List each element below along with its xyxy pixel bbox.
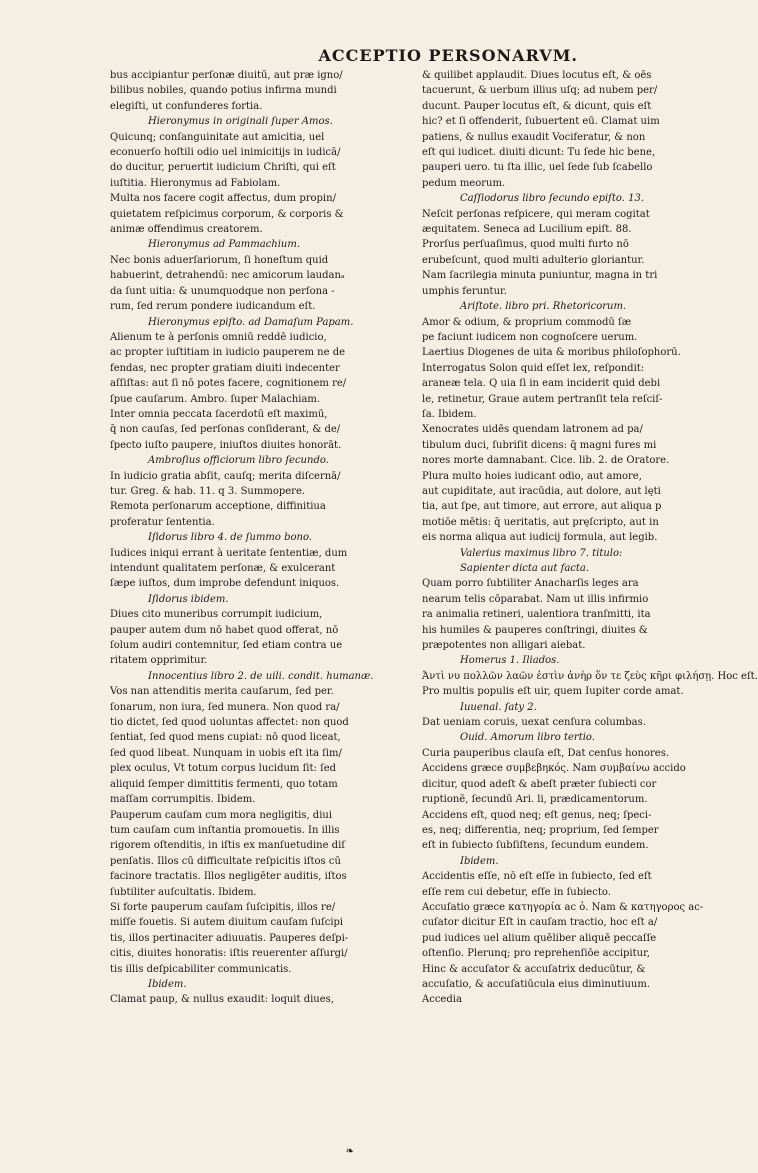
text-line: le, retinetur, Graue autem pertranſit tela reſciſ- — [422, 393, 663, 405]
text-line: his humiles & pauperes conſtringi, diuites & — [422, 624, 648, 636]
source-citation: Ariſtote. libro pri. Rhetoricorum. — [460, 301, 627, 313]
text-line: Multa nos facere cogit affectus, dum propin/ — [110, 193, 336, 205]
text-line: dicitur, quod adeſt & abeſt præter ſubiecti cor — [422, 778, 657, 790]
text-line: Accuſatio græce κατηγορία ac ὁ. Nam & κατηγορος ac- — [422, 901, 704, 913]
text-line: plex oculus, Vt totum corpus lucidum ſit: ſed — [110, 763, 337, 775]
running-title: ACCEPTIO PERSONARVM. — [318, 46, 578, 65]
running-header — [0, 46, 700, 65]
text-line: tis illis deſpicabiliter communicatis. — [110, 963, 292, 975]
text-line: Curia pauperibus clauſa eſt, Dat cenſus honores. — [422, 747, 670, 759]
text-line: Accedia — [422, 994, 462, 1006]
text-line: & quilibet applaudit. Diues locutus eſt, & oēs — [422, 70, 652, 81]
text-line: pauperi uero. tu ſta illic, uel ſede ſub ſcabello — [422, 162, 653, 174]
footer-ornament: ❧ — [345, 1146, 355, 1157]
source-citation: Hieronymus epiſto. ad Damaſum Papam. — [148, 316, 354, 328]
text-line: patiens, & nullus exaudit Vociferatur, & non — [422, 131, 646, 143]
text-line: elegiſti, ut confunderes fortia. — [110, 100, 263, 112]
text-line: Hinc & accuſator & accuſatrix deducūtur, & — [422, 963, 646, 975]
text-line: ſed quod libeat. Nunquam in uobis eſt ita ſim/ — [110, 747, 342, 759]
text-line: animæ offendimus creatorem. — [110, 224, 263, 236]
text-line: Interrogatus Solon quid eſſet lex, reſpondit: — [422, 362, 645, 374]
text-line: da ſunt uitia: & unumquodque non perſona - — [110, 285, 335, 297]
text-line: Alienum te à perſonis omniū reddē iudicio, — [110, 331, 327, 343]
text-line: citis, diuites honoratis: iſtis reuerenter aſſurgi/ — [110, 948, 348, 960]
text-line: nores morte damnabant. Cice. lib. 2. de Oratore. — [422, 455, 670, 467]
text-line: rum, ſed rerum pondere iudicandum eſt. — [110, 301, 316, 313]
text-line: quietatem reſpicimus corporum, & corporis & — [110, 208, 344, 220]
text-line: maſſam corrumpitis. Ibidem. — [110, 794, 256, 806]
text-line: iuſtitia. Hieronymus ad Fabiolam. — [110, 177, 281, 189]
text-line: æquitatem. Seneca ad Lucilium epiſt. 88. — [422, 224, 632, 236]
text-line: Nec bonis aduerſariorum, ſi honeſtum quid — [110, 254, 329, 266]
source-citation: Ouid. Amorum libro tertio. — [460, 732, 595, 744]
text-line: ritatem opprimitur. — [110, 655, 208, 667]
text-line: Quam porro ſubtiliter Anacharſis leges ara — [422, 578, 639, 590]
text-line: bus accipiantur perſonæ diuitū, aut præ igno/ — [110, 70, 343, 81]
text-line: ſa. Ibidem. — [422, 408, 477, 420]
source-citation: Innocentius libro 2. de uili. condit. humanæ. — [148, 670, 374, 682]
text-line: Accidentis eſſe, nō eſt eſſe in ſubiecto, ſed eſt — [422, 871, 652, 883]
text-line: Vos nan attenditis merita cauſarum, ſed per. — [110, 686, 334, 698]
text-line: pud iudices uel alium quēliber aliquē peccaſſe — [422, 932, 657, 944]
text-line: facinore tractatis. Illos negligēter auditis, iſtos — [110, 871, 347, 883]
text-line: fendas, nec propter gratiam diuiti indecenter — [110, 362, 340, 374]
text-line: tia, aut ſpe, aut timore, aut errore, aut aliqua p — [422, 501, 662, 513]
text-line: Inter omnia peccata ſacerdotū eſt maximū, — [110, 408, 328, 420]
text-line: Clamat paup, & nullus exaudit: loquit diues, — [110, 994, 334, 1006]
text-line: motiōe mētis: q̄ ueritatis, aut pręſcripto, aut in — [422, 516, 659, 528]
source-citation: Iſidorus ibidem. — [148, 593, 229, 605]
text-line: proferatur ſententia. — [110, 516, 215, 528]
text-line: miſſe fouetis. Si autem diuitum cauſam ſuſcipi — [110, 917, 344, 929]
text-line: habuerint, detrahendū: nec amicorum laudanₐ — [110, 270, 345, 282]
text-line: Accidens eſt, quod neq; eſt genus, neq; ſpeci- — [422, 809, 652, 821]
text-line: ſubtiliter auſcultatis. Ibidem. — [110, 886, 257, 898]
left-column — [110, 68, 418, 1008]
text-line: ac propter iuſtitiam in iudicio pauperem ne de — [110, 347, 346, 359]
text-line: aliquid ſemper dimittitis fermenti, quo totam — [110, 778, 338, 790]
text-line: Plura multo hoies iudicant odio, aut amore, — [422, 470, 642, 482]
text-line: Pauperum cauſam cum mora negligitis, diui — [110, 809, 333, 821]
text-line: tur. Greg. & hab. 11. q 3. Summopere. — [110, 485, 306, 497]
text-line: tibulum duci, ſubriſit dicens: q̄ magni fures mi — [422, 439, 657, 451]
text-line: ſolum audiri contemnitur, ſed etiam contra ue — [110, 640, 343, 652]
text-line: accuſatio, & accuſatiūcula eius diminutiuum. — [422, 978, 651, 990]
text-line: eſt qui iudicet. diuiti dicunt: Tu ſede hic bene, — [422, 147, 656, 159]
text-line: hic? et ſi offenderit, ſubuertent eū. Clamat uim — [422, 116, 660, 128]
source-citation: Sapienter dicta aut facta. — [460, 563, 590, 574]
text-line: Laertius Diogenes de uita & moribus philoſophorū. — [422, 347, 681, 359]
text-line: ra animalia retineri, ualentiora tranſmitti, ita — [422, 609, 651, 621]
text-line: eſſe rem cui debetur, eſſe in ſubiecto. — [422, 886, 611, 898]
text-line: Prorſus perſuaſimus, quod multi furto nō — [422, 239, 629, 251]
text-line: intendunt qualitatem perſonæ, & exulcerant — [110, 563, 336, 574]
source-citation: Ambroſius officiorum libro ſecundo. — [148, 455, 329, 467]
text-line: ducunt. Pauper locutus eſt, & dicunt, quis eſt — [422, 100, 652, 112]
text-line: In iudicio gratia abſit, cauſq; merita diſcernā/ — [110, 470, 341, 482]
text-line: eis norma aliqua aut iudicij formula, aut legib. — [422, 532, 658, 544]
text-line: Quicunq; conſanguinitate aut amicitia, uel — [110, 131, 325, 143]
text-line: ſpecto iuſto paupere, iniuſtos diuites honorāt. — [110, 439, 342, 451]
source-citation: Ibidem. — [148, 978, 187, 990]
text-line: nearum telis cōparabat. Nam ut illis infirmio — [422, 593, 649, 605]
text-line: Iudices iniqui errant à ueritate ſententiæ, dum — [110, 547, 348, 559]
text-line: tum cauſam cum inſtantia promouetis. In illis — [110, 824, 340, 836]
text-line: Remota perſonarum acceptione, diffinitiua — [110, 501, 326, 513]
text-line: oſtenſio. Plerunq; pro reprehenſiōe accipitur, — [422, 948, 650, 960]
right-column — [422, 68, 758, 1008]
text-line: pedum meorum. — [422, 177, 506, 189]
text-line: tio dictet, ſed quod uoluntas affectet: non quod — [110, 717, 349, 729]
text-line: erubeſcunt, quod multi adulterio gloriantur. — [422, 254, 645, 266]
source-citation: Iſidorus libro 4. de ſummo bono. — [148, 532, 312, 544]
text-line: Si forte pauperum cauſam ſuſcipitis, illos re/ — [110, 901, 336, 913]
source-citation: Homerus 1. Iliados. — [460, 655, 560, 667]
source-citation: Hieronymus ad Pammachium. — [148, 239, 301, 251]
text-line: ſonarum, non iura, ſed munera. Non quod ra/ — [110, 701, 340, 713]
text-line: Dat ueniam coruis, uexat cenſura columbas. — [422, 717, 646, 729]
text-line: pauper autem dum nō habet quod offerat, nō — [110, 624, 339, 636]
text-line: econuerſo hoſtili odio uel inimicitijs in iudicā/ — [110, 147, 341, 159]
text-line: præpotentes non alligari aiebat. — [422, 640, 586, 652]
text-line: Amor & odium, & proprium commodū ſæ — [422, 316, 632, 328]
source-citation: Iuuenal. ſaty 2. — [460, 701, 537, 713]
text-line: ruptionē, ſecundū Ari. li, prædicamentorum. — [422, 794, 648, 806]
text-line: es, neq; differentia, neq; proprium, ſed ſemper — [422, 824, 659, 836]
text-line: ſæpe iuſtos, dum improbe defendunt iniquos. — [110, 578, 340, 590]
text-line: cuſator dicitur Eſt in cauſam tractio, hoc eſt a/ — [422, 917, 658, 929]
source-citation: Ibidem. — [460, 855, 499, 867]
text-line: Xenocrates uidēs quendam latronem ad pa/ — [422, 424, 643, 436]
text-line: rigorem oſtenditis, in iſtis ex manſuetudine diſ — [110, 840, 345, 852]
text-line: bilibus nobiles, quando potius infirma mundi — [110, 85, 337, 97]
text-line: eſt in ſubiecto ſubſiſtens, ſecundum eundem. — [422, 840, 649, 852]
text-line: q̄ non cauſas, ſed perſonas conſiderant, & de/ — [110, 424, 341, 436]
text-line: Pro multis populis eſt uir, quem Iupiter corde amat. — [422, 686, 684, 698]
source-citation: Valerius maximus libro 7. titulo: — [460, 547, 623, 559]
text-line: tacuerunt, & uerbum illius uſq; ad nubem per/ — [422, 85, 658, 97]
text-line: aut cupiditate, aut iracūdia, aut dolore, aut lęti — [422, 485, 661, 497]
text-line: Diues cito muneribus corrumpit iudicium, — [110, 609, 323, 621]
text-line: aſſiſtas: aut ſi nō potes facere, cognitionem re/ — [110, 378, 347, 390]
text-line: tis, illos pertinaciter adiuuatis. Pauperes deſpi- — [110, 932, 349, 944]
text-line: Neſcit perſonas reſpicere, qui meram cogitat — [422, 208, 650, 220]
source-citation: Hieronymus in originali ſuper Amos. — [148, 116, 333, 128]
text-line: Ἀντὶ νυ πολλῶν λαῶν ἐστὶν ἀνὴρ ὅν τε ζεὺς κῆρι φιλήσῃ. Hoc eſt. — [422, 670, 758, 682]
text-line: Accidens græce συμβεβηκός. Nam συμβαίνω accido — [422, 763, 686, 775]
text-line: Nam ſacrilegia minuta puniuntur, magna in tri — [422, 270, 658, 282]
text-line: penſatis. Illos cū difficultate reſpicitis iſtos cū — [110, 855, 341, 867]
text-line: do ducitur, peruertit iudicium Chriſti, qui eſt — [110, 162, 336, 174]
text-line: ſentiat, ſed quod mens cupiat: nō quod liceat, — [110, 732, 341, 744]
text-line: umphis feruntur. — [422, 285, 507, 297]
text-line: ſpue cauſarum. Ambro. ſuper Malachiam. — [110, 393, 321, 405]
text-line: pe faciunt iudicem non cognoſcere uerum. — [422, 331, 638, 343]
text-line: araneæ tela. Q uia ſi in eam inciderit quid debi — [422, 378, 661, 390]
source-citation: Caſſiodorus libro ſecundo epiſto. 13. — [460, 193, 645, 205]
